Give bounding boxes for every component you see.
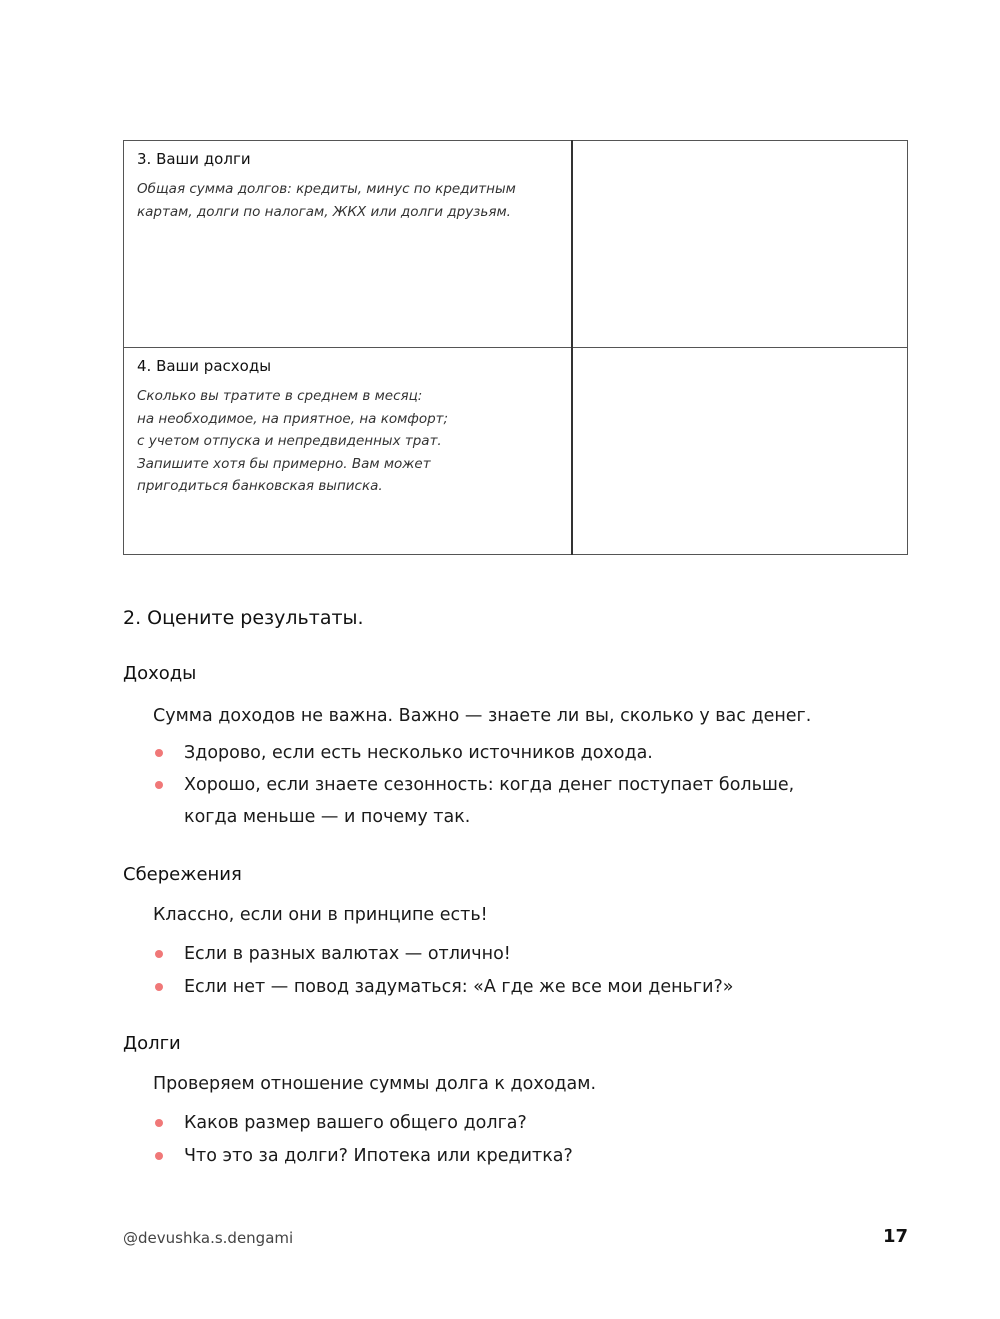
list-item [153, 1140, 573, 1172]
subsection-intro: Проверяем отношение суммы долга к доходам. [153, 1074, 597, 1094]
bullet-icon [155, 950, 163, 958]
list-item-text: Что это за долги? Ипотека или кредитка? [184, 1146, 573, 1166]
cell-description [137, 178, 561, 223]
cell-title: 4. Ваши расходы [137, 357, 272, 375]
subsection-heading-debts: Долги [123, 1033, 181, 1054]
cell-description-line: Сколько вы тратите в среднем в месяц: [137, 388, 423, 404]
list-item [153, 971, 733, 1003]
cell-description-line: с учетом отпуска и непредвиденных трат. [137, 433, 442, 449]
list-item-text: когда меньше — и почему так. [184, 807, 471, 827]
bullet-icon [155, 781, 163, 789]
cell-description [137, 385, 561, 498]
cell-description-line: Запишите хотя бы примерно. Вам может [137, 455, 431, 472]
list-item-text: Хорошо, если знаете сезонность: когда денег поступает больше, [184, 775, 795, 795]
cell-title: 3. Ваши долги [137, 150, 251, 168]
list-item [153, 769, 794, 833]
cell-description-line: Общая сумма долгов: кредиты, минус по кредитным [137, 181, 516, 197]
bullet-icon [155, 1152, 163, 1160]
list-item-text: Каков размер вашего общего долга? [184, 1113, 527, 1133]
bullet-icon [155, 749, 163, 757]
list-item-text: Если в разных валютах — отлично! [184, 944, 511, 964]
bullet-icon [155, 983, 163, 991]
page-number: 17 [883, 1226, 909, 1247]
subsection-intro: Классно, если они в принципе есть! [153, 905, 488, 925]
subsection-intro: Сумма доходов не важна. Важно — знаете ли вы, сколько у вас денег. [153, 706, 812, 726]
cell-description-line: на необходимое, на приятное, на комфорт; [137, 410, 449, 427]
table-cell-prompt [124, 141, 573, 348]
list-item-text: Если нет — повод задуматься: «А где же все мои деньги?» [184, 977, 734, 997]
list-item [153, 1107, 527, 1139]
subsection-heading-savings: Сбережения [123, 864, 242, 885]
list-item-text: Здорово, если есть несколько источников дохода. [184, 743, 653, 763]
table-cell-answer[interactable] [572, 348, 908, 555]
section-title: 2. Оцените результаты. [123, 607, 364, 629]
cell-description-line: пригодиться банковская выписка. [137, 478, 383, 494]
table-cell-answer[interactable] [572, 141, 908, 348]
footer-handle: @devushka.s.dengami [123, 1229, 294, 1247]
table-row [124, 141, 908, 348]
subsection-heading-income: Доходы [123, 663, 197, 684]
table-cell-prompt [124, 348, 573, 555]
table-row [124, 348, 908, 555]
cell-description-line: картам, долги по налогам, ЖКХ или долги друзьям. [137, 203, 511, 220]
worksheet-table [123, 140, 908, 555]
list-item [153, 737, 653, 769]
list-item [153, 938, 511, 970]
bullet-icon [155, 1119, 163, 1127]
